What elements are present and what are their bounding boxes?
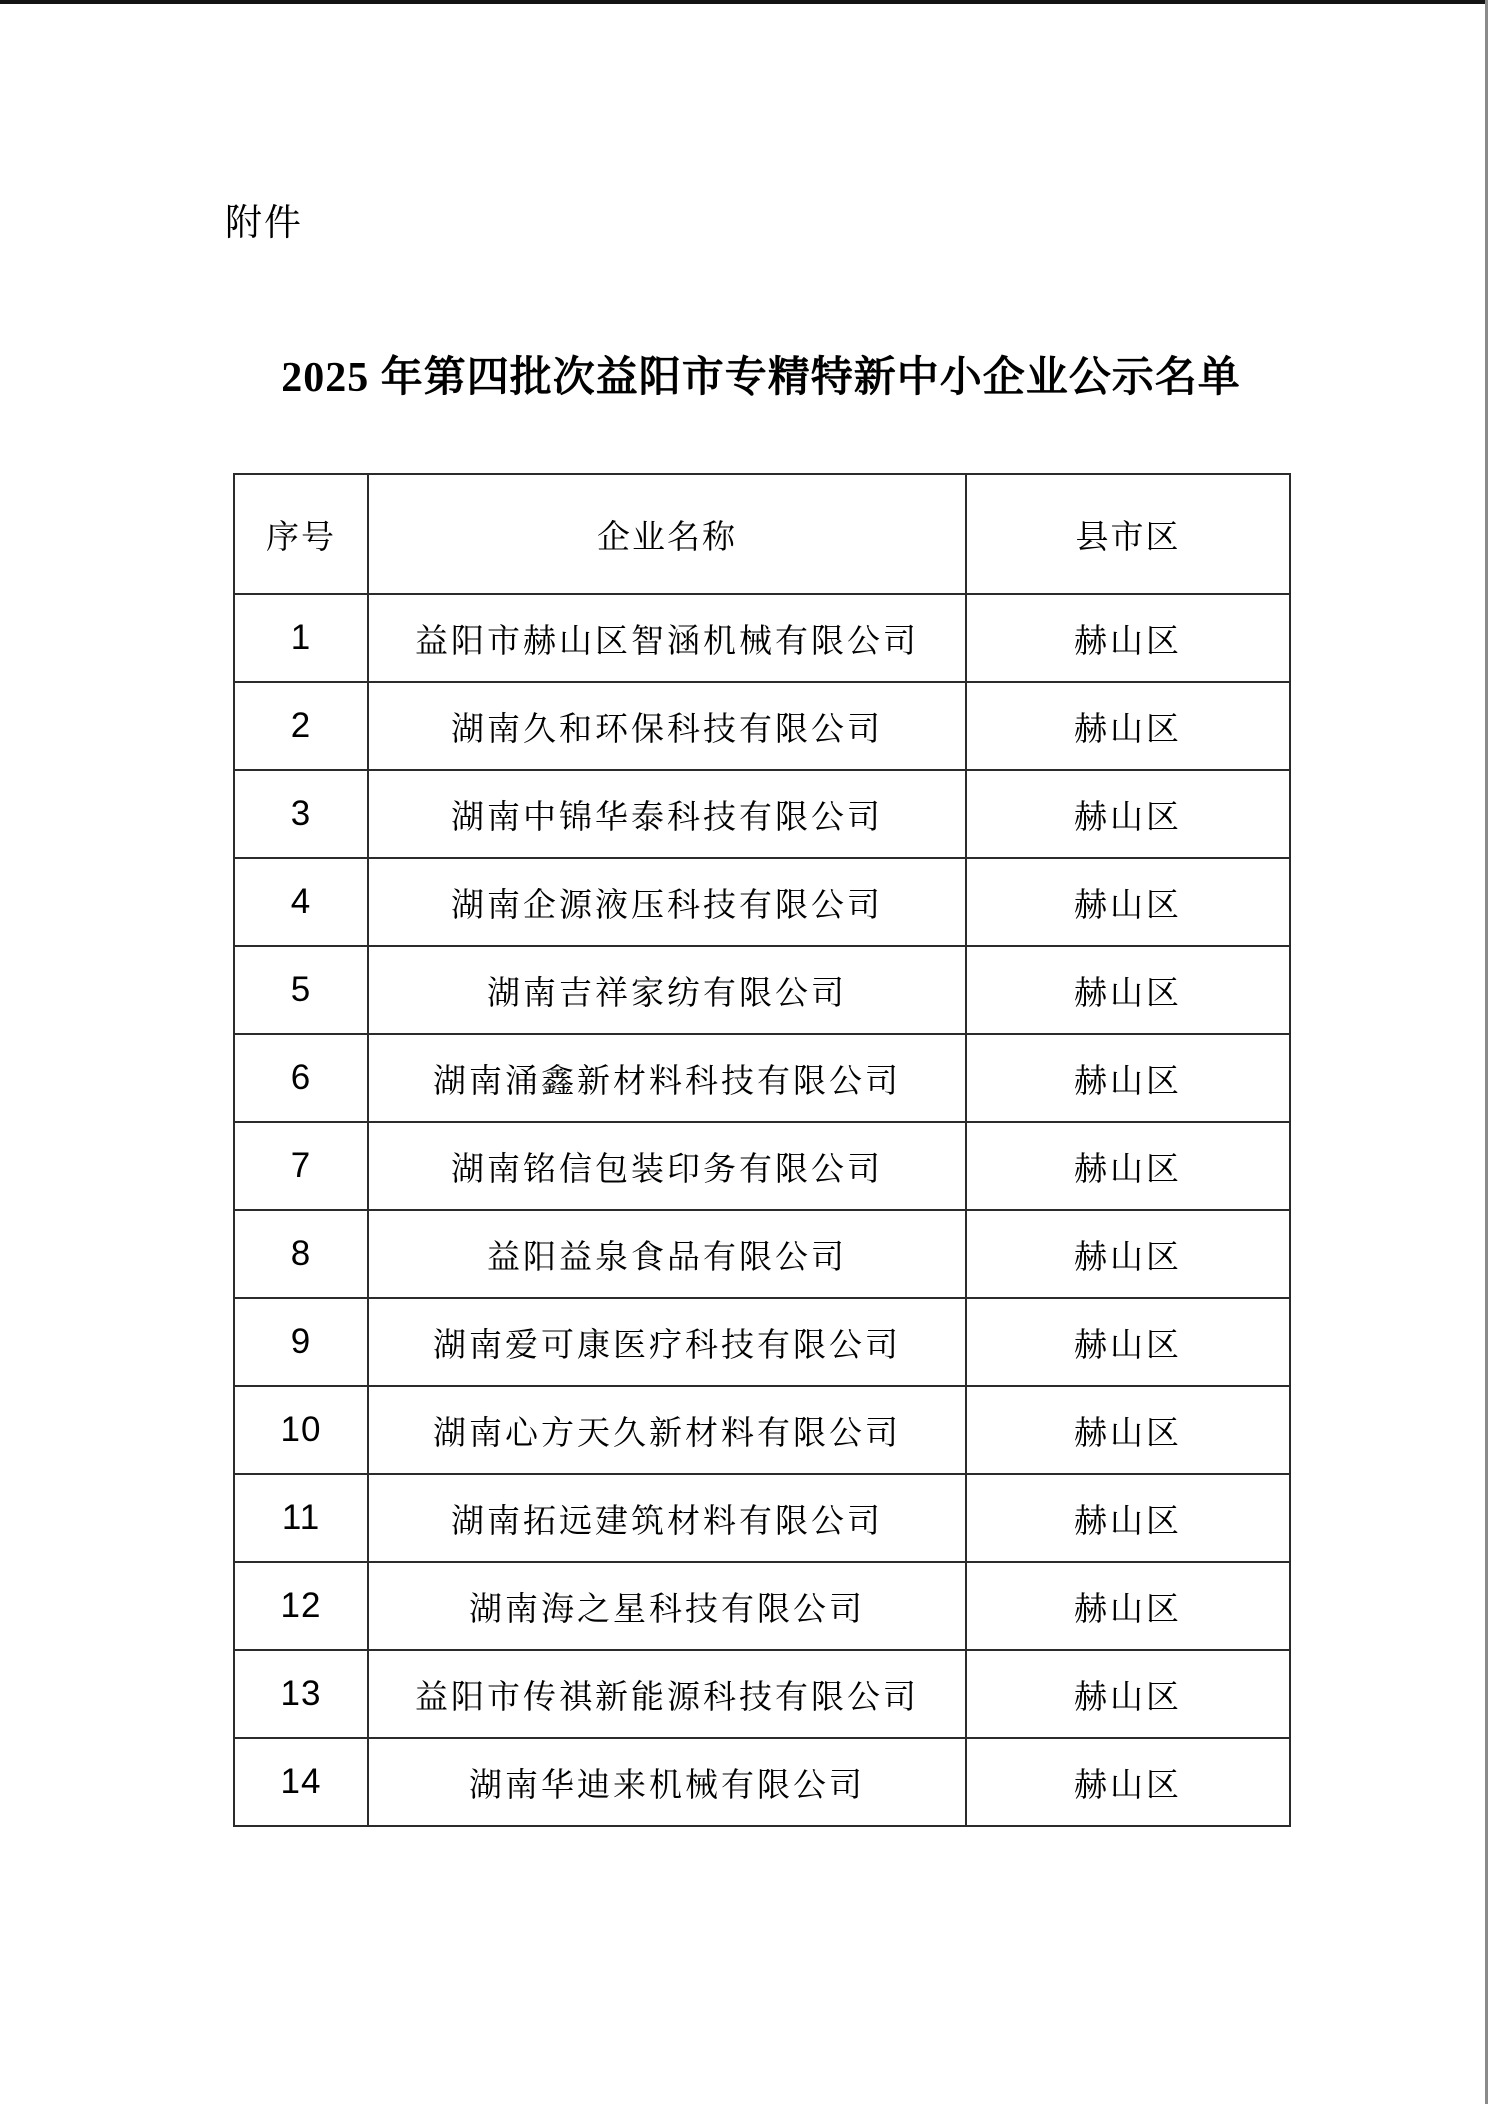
company-table-body (234, 594, 1290, 1826)
table-cell-no: 11 (234, 1474, 368, 1562)
table-cell-company: 益阳市赫山区智涵机械有限公司 (368, 594, 966, 682)
table-cell-district: 赫山区 (966, 1562, 1290, 1650)
table-cell-no: 9 (234, 1298, 368, 1386)
table-cell-district: 赫山区 (966, 1298, 1290, 1386)
table-row (234, 1298, 1290, 1386)
table-row (234, 1738, 1290, 1826)
table-row (234, 946, 1290, 1034)
table-cell-district: 赫山区 (966, 594, 1290, 682)
header-cell-no: 序号 (234, 474, 368, 594)
table-row (234, 594, 1290, 682)
company-table (233, 473, 1291, 1827)
table-cell-company: 益阳益泉食品有限公司 (368, 1210, 966, 1298)
table-cell-company: 湖南海之星科技有限公司 (368, 1562, 966, 1650)
table-cell-company: 湖南中锦华泰科技有限公司 (368, 770, 966, 858)
table-cell-company: 湖南华迪来机械有限公司 (368, 1738, 966, 1826)
table-cell-no: 12 (234, 1562, 368, 1650)
attachment-label: 附件 (225, 202, 303, 243)
page-title: 2025 年第四批次益阳市专精特新中小企业公示名单 (281, 355, 1241, 401)
table-cell-district: 赫山区 (966, 1650, 1290, 1738)
table-cell-no: 2 (234, 682, 368, 770)
table-cell-company: 湖南涌鑫新材料科技有限公司 (368, 1034, 966, 1122)
table-row (234, 682, 1290, 770)
table-cell-no: 6 (234, 1034, 368, 1122)
table-cell-company: 湖南爱可康医疗科技有限公司 (368, 1298, 966, 1386)
header-cell-company: 企业名称 (368, 474, 966, 594)
table-cell-company: 湖南铭信包装印务有限公司 (368, 1122, 966, 1210)
table-row (234, 1386, 1290, 1474)
table-cell-no: 7 (234, 1122, 368, 1210)
table-cell-company: 湖南企源液压科技有限公司 (368, 858, 966, 946)
table-cell-no: 14 (234, 1738, 368, 1826)
table-cell-company: 湖南心方天久新材料有限公司 (368, 1386, 966, 1474)
table-row (234, 1650, 1290, 1738)
header-cell-district: 县市区 (966, 474, 1290, 594)
page-top-edge (0, 0, 1488, 4)
table-row (234, 1474, 1290, 1562)
table-cell-no: 8 (234, 1210, 368, 1298)
table-row (234, 770, 1290, 858)
table-cell-no: 13 (234, 1650, 368, 1738)
table-cell-district: 赫山区 (966, 1738, 1290, 1826)
table-cell-district: 赫山区 (966, 1122, 1290, 1210)
table-cell-company: 湖南久和环保科技有限公司 (368, 682, 966, 770)
table-cell-no: 5 (234, 946, 368, 1034)
table-row (234, 858, 1290, 946)
table-row (234, 1034, 1290, 1122)
table-cell-district: 赫山区 (966, 1034, 1290, 1122)
table-cell-no: 1 (234, 594, 368, 682)
table-cell-district: 赫山区 (966, 1210, 1290, 1298)
table-header-row (234, 474, 1290, 594)
table-cell-no: 4 (234, 858, 368, 946)
table-cell-no: 10 (234, 1386, 368, 1474)
table-cell-district: 赫山区 (966, 682, 1290, 770)
table-cell-district: 赫山区 (966, 946, 1290, 1034)
table-row (234, 1562, 1290, 1650)
table-cell-company: 湖南拓远建筑材料有限公司 (368, 1474, 966, 1562)
table-row (234, 1122, 1290, 1210)
table-cell-district: 赫山区 (966, 1474, 1290, 1562)
table-cell-district: 赫山区 (966, 770, 1290, 858)
table-cell-district: 赫山区 (966, 858, 1290, 946)
table-row (234, 1210, 1290, 1298)
table-cell-district: 赫山区 (966, 1386, 1290, 1474)
table-cell-company: 益阳市传祺新能源科技有限公司 (368, 1650, 966, 1738)
table-cell-company: 湖南吉祥家纺有限公司 (368, 946, 966, 1034)
table-cell-no: 3 (234, 770, 368, 858)
